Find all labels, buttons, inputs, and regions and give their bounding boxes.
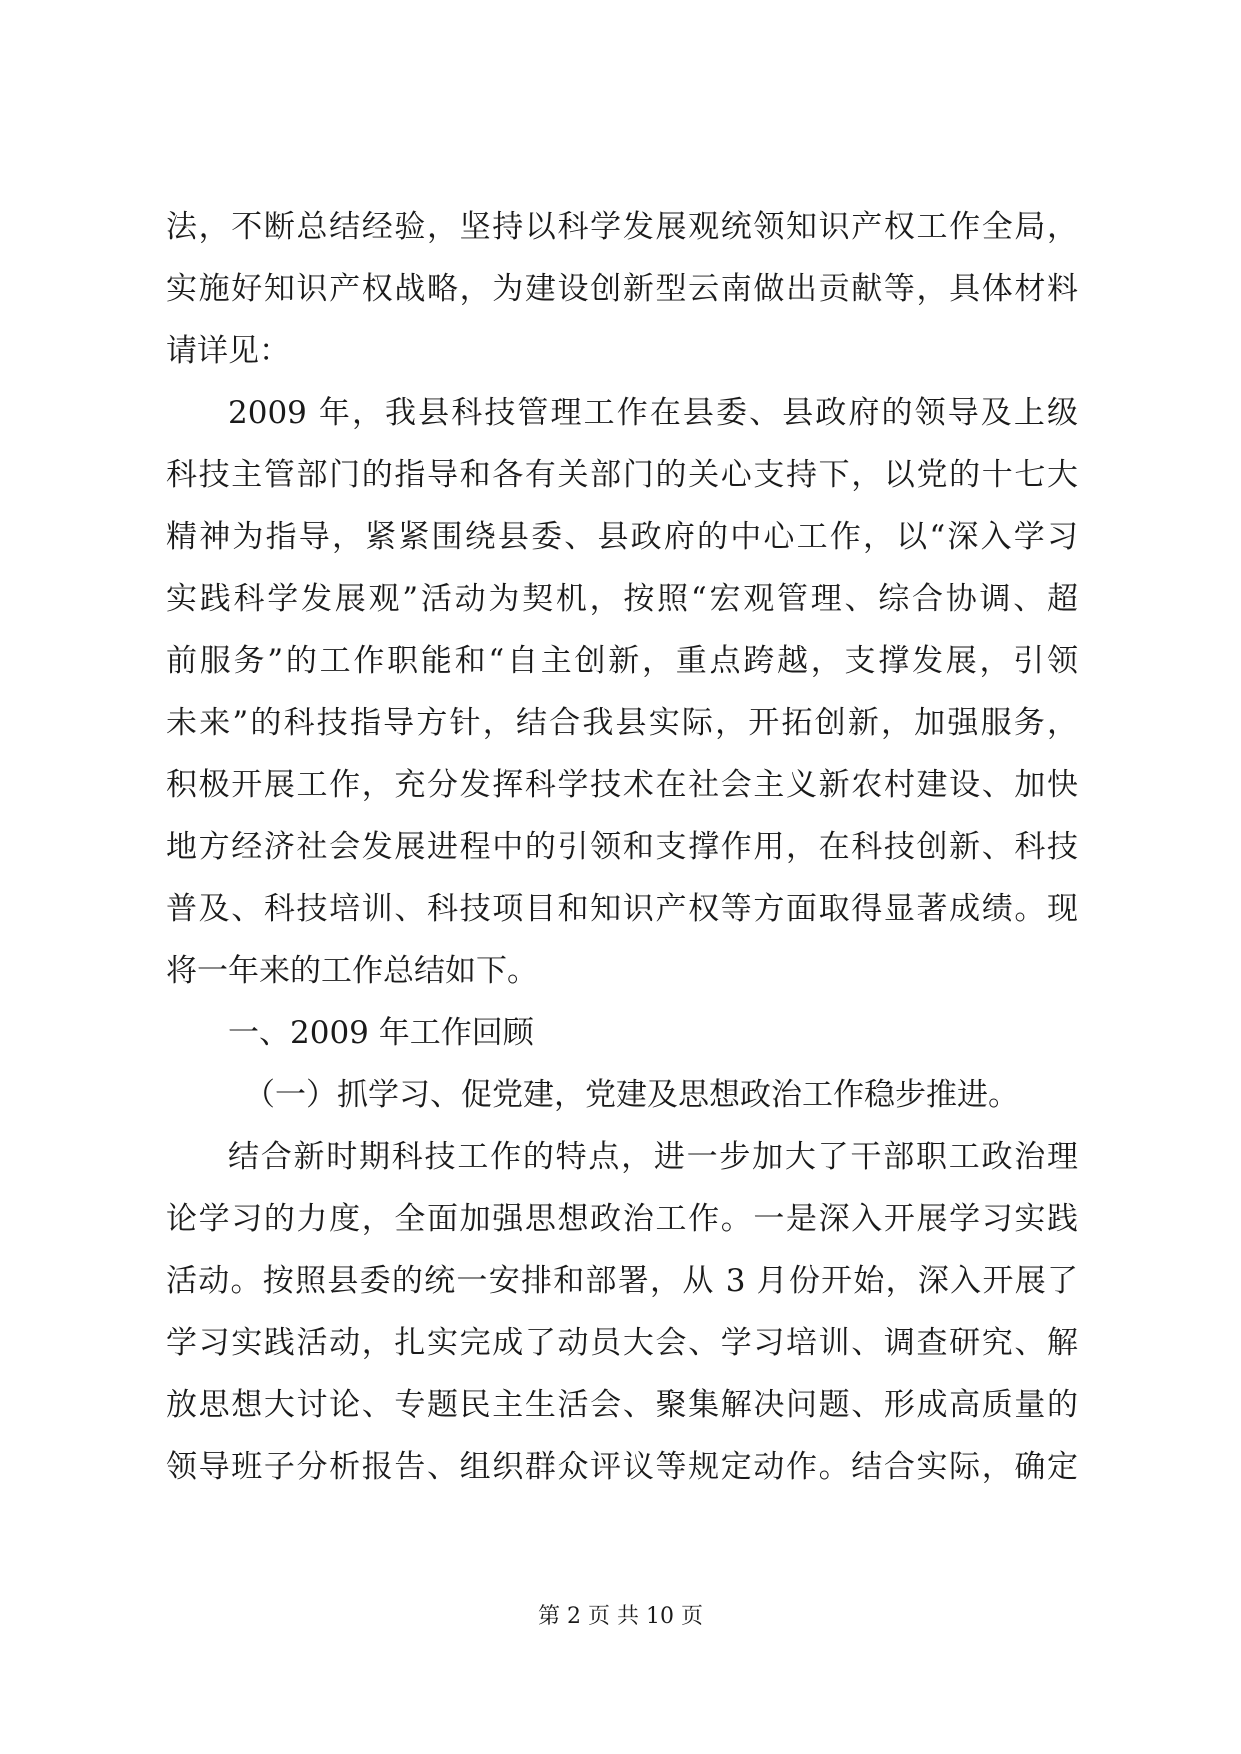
text-line: 精神为指导，紧紧围绕县委、县政府的中心工作，以“深入学习 bbox=[166, 519, 1078, 555]
text-line: 领导班子分析报告、组织群众评议等规定动作。结合实际，确定 bbox=[166, 1449, 1078, 1485]
paragraph-start-line: 2009 年，我县科技管理工作在县委、县政府的领导及上级 bbox=[228, 395, 1078, 431]
section-heading: 一、2009 年工作回顾 bbox=[228, 1015, 534, 1051]
subsection-heading: （一）抓学习、促党建，党建及思想政治工作稳步推进。 bbox=[244, 1077, 1019, 1113]
text-line: 活动。按照县委的统一安排和部署，从 3 月份开始，深入开展了 bbox=[166, 1263, 1078, 1299]
text-line: 积极开展工作，充分发挥科学技术在社会主义新农村建设、加快 bbox=[166, 767, 1078, 803]
text-line: 将一年来的工作总结如下。 bbox=[166, 953, 538, 989]
page-footer: 第 2 页 共 10 页 bbox=[538, 1604, 703, 1629]
text-line: 请详见： bbox=[166, 333, 290, 369]
text-line: 科技主管部门的指导和各有关部门的关心支持下，以党的十七大 bbox=[166, 457, 1078, 493]
body-text bbox=[166, 196, 1078, 1498]
text-line: 未来”的科技指导方针，结合我县实际，开拓创新，加强服务， bbox=[166, 705, 1078, 741]
text-line: 学习实践活动，扎实完成了动员大会、学习培训、调查研究、解 bbox=[166, 1325, 1078, 1361]
text-line: 普及、科技培训、科技项目和知识产权等方面取得显著成绩。现 bbox=[166, 891, 1078, 927]
text-line: 法，不断总结经验，坚持以科学发展观统领知识产权工作全局， bbox=[166, 209, 1078, 245]
text-line: 实践科学发展观”活动为契机，按照“宏观管理、综合协调、超 bbox=[166, 581, 1078, 617]
text-line: 地方经济社会发展进程中的引领和支撑作用，在科技创新、科技 bbox=[166, 829, 1078, 865]
text-line: 放思想大讨论、专题民主生活会、聚集解决问题、形成高质量的 bbox=[166, 1387, 1078, 1423]
text-line: 前服务”的工作职能和“自主创新，重点跨越，支撑发展，引领 bbox=[166, 643, 1078, 679]
text-line: 论学习的力度，全面加强思想政治工作。一是深入开展学习实践 bbox=[166, 1201, 1078, 1237]
paragraph-start-line: 结合新时期科技工作的特点，进一步加大了干部职工政治理 bbox=[228, 1139, 1078, 1175]
text-line: 实施好知识产权战略，为建设创新型云南做出贡献等，具体材料 bbox=[166, 271, 1078, 307]
